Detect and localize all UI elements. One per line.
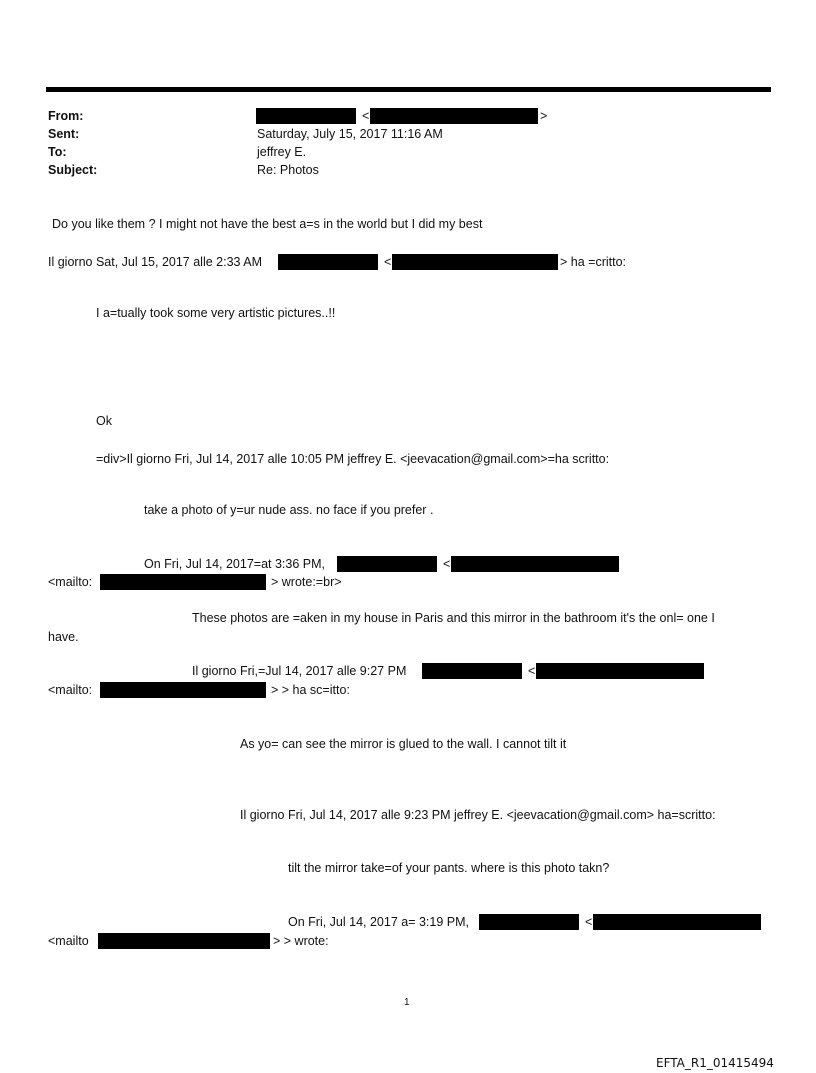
- body-line-9: These photos are =aken in my house in Paris and this mirror in the bathroom it's the onl= one I: [192, 611, 715, 625]
- header-rule: [46, 87, 771, 92]
- document-id: EFTA_R1_01415494: [656, 1056, 774, 1070]
- subject-value: Re: Photos: [257, 163, 319, 177]
- mailto-4-prefix: <mailto:: [48, 683, 93, 697]
- quote-header-1-open: <: [384, 255, 392, 269]
- redaction-sender-email-6: [593, 914, 761, 930]
- sent-label: Sent:: [48, 127, 80, 141]
- quote-header-1: Il giorno Sat, Jul 15, 2017 alle 2:33 AM: [48, 255, 263, 269]
- sent-value: Saturday, July 15, 2017 11:16 AM: [257, 127, 443, 141]
- mailto-3-suffix: > wrote:=br>: [271, 575, 342, 589]
- to-value: jeffrey E.: [257, 145, 307, 159]
- quote-header-3: On Fri, Jul 14, 2017=at 3:36 PM,: [144, 557, 325, 571]
- quote-header-6-open: <: [585, 915, 593, 929]
- redaction-sender-email-1: [392, 254, 558, 270]
- to-label: To:: [48, 145, 67, 159]
- redaction-sender-name-3: [337, 556, 437, 572]
- mailto-4-suffix: > > ha sc=itto:: [271, 683, 350, 697]
- redaction-mailto-4: [100, 682, 266, 698]
- quote-header-1-close: > ha =critto:: [560, 255, 627, 269]
- body-line-1: Do you like them ? I might not have the best a=s in the world but I did my best: [52, 217, 483, 231]
- quote-header-4: Il giorno Fri,=Jul 14, 2017 alle 9:27 PM: [192, 664, 407, 678]
- from-open-bracket: <: [362, 109, 370, 123]
- body-line-12: As yo= can see the mirror is glued to the wall. I cannot tilt it: [240, 737, 567, 751]
- from-close-bracket: >: [540, 109, 548, 123]
- redaction-sender-email-3: [451, 556, 619, 572]
- redaction-from-name: [256, 108, 356, 124]
- body-line-3: I a=tually took some very artistic pictures..!!: [96, 306, 336, 320]
- mailto-6-prefix: <mailto: [48, 934, 89, 948]
- from-label: From:: [48, 109, 84, 123]
- body-line-9-cont: have.: [48, 630, 79, 644]
- redaction-sender-name-1: [278, 254, 378, 270]
- redaction-sender-name-6: [479, 914, 579, 930]
- body-line-ok: Ok: [96, 414, 112, 428]
- quote-header-5: Il giorno Fri, Jul 14, 2017 alle 9:23 PM jeffrey E. <jeevacation@gmail.com> ha=scritto:: [240, 808, 716, 822]
- mailto-6-suffix: > > wrote:: [273, 934, 329, 948]
- quote-header-4-open: <: [528, 664, 536, 678]
- redaction-mailto-3: [100, 574, 266, 590]
- body-line-14: tilt the mirror take=of your pants. where is this photo takn?: [288, 861, 610, 875]
- quote-header-2: =div>Il giorno Fri, Jul 14, 2017 alle 10:05 PM jeffrey E. <jeevacation@gmail.com>=ha scritto:: [96, 452, 610, 466]
- redaction-mailto-6: [98, 933, 270, 949]
- body-line-6: take a photo of y=ur nude ass. no face if you prefer .: [144, 503, 434, 517]
- quote-header-6: On Fri, Jul 14, 2017 a= 3:19 PM,: [288, 915, 469, 929]
- redaction-from-email: [370, 108, 538, 124]
- quote-header-3-open: <: [443, 557, 451, 571]
- redaction-sender-name-4: [422, 663, 522, 679]
- page-number: 1: [404, 997, 410, 1008]
- subject-label: Subject:: [48, 163, 98, 177]
- redaction-sender-email-4: [536, 663, 704, 679]
- mailto-3-prefix: <mailto:: [48, 575, 93, 589]
